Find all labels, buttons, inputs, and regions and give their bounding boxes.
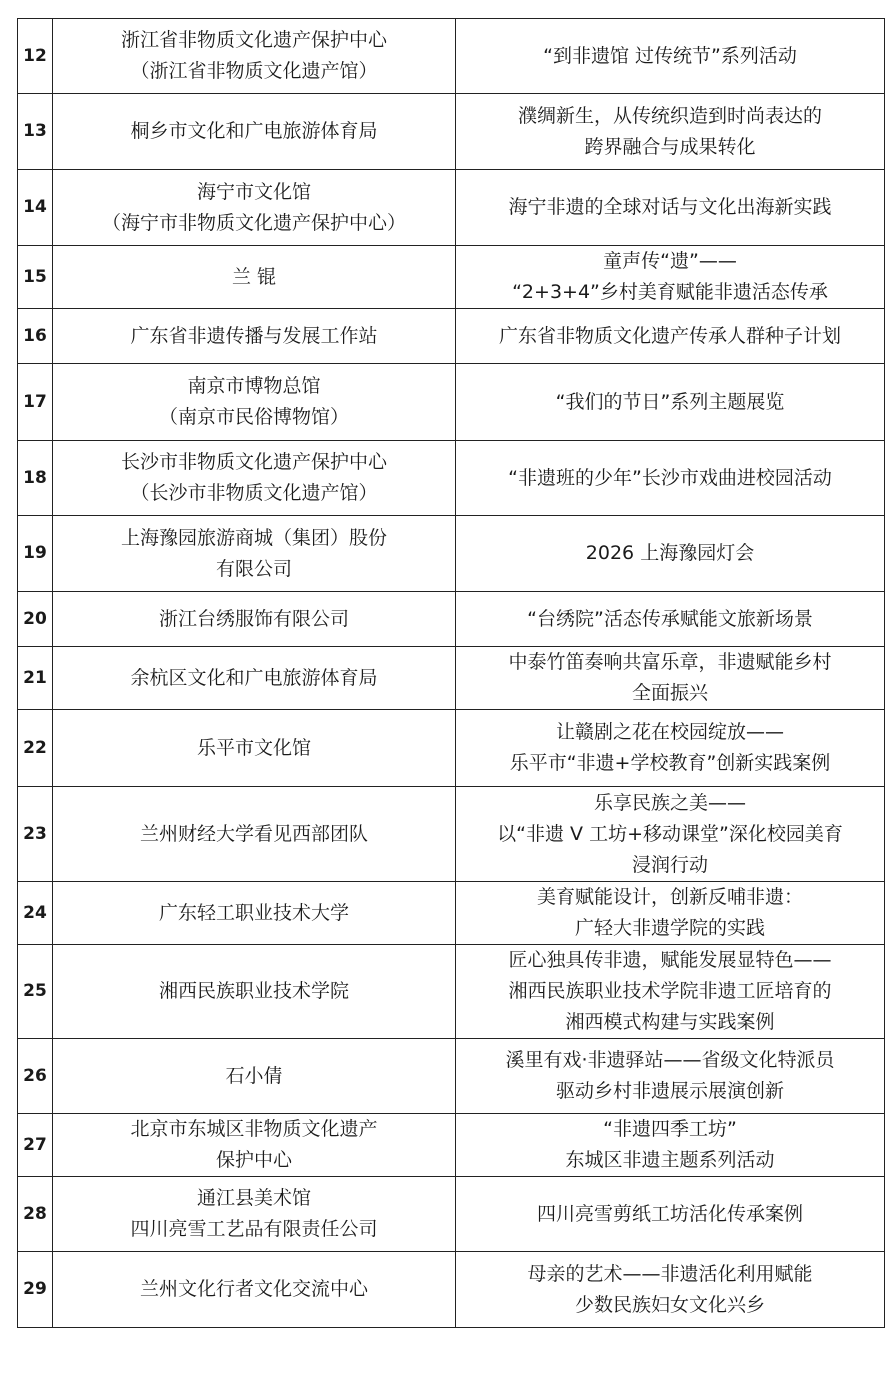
- project-line: 乐平市“非遗+学校教育”创新实践案例: [509, 752, 831, 774]
- table-row: [18, 19, 885, 94]
- table-row: [18, 945, 885, 1039]
- project-cell: [456, 19, 885, 94]
- project-line: 广轻大非遗学院的实践: [574, 917, 765, 939]
- table-row: [18, 170, 885, 246]
- project-line: 湘西民族职业技术学院非遗工匠培育的: [508, 980, 832, 1002]
- row-number: 12: [18, 19, 53, 94]
- project-line: 全面振兴: [631, 682, 708, 704]
- project-line: 童声传“遗”——: [603, 250, 737, 272]
- organization-line: 湘西民族职业技术学院: [158, 980, 349, 1002]
- row-number: 24: [18, 882, 53, 945]
- organization-line: 四川亮雪工艺品有限责任公司: [130, 1218, 378, 1240]
- organization-cell: [53, 710, 456, 787]
- project-line: “非遗四季工坊”: [603, 1118, 737, 1140]
- table-row: [18, 246, 885, 309]
- project-cell: [456, 1114, 885, 1177]
- project-cell: [456, 787, 885, 882]
- project-line: 浸润行动: [631, 853, 708, 876]
- project-cell: [456, 1039, 885, 1114]
- organization-line: 兰州财经大学看见西部团队: [139, 822, 368, 845]
- row-number: 28: [18, 1177, 53, 1252]
- organization-line: 广东省非遗传播与发展工作站: [130, 324, 378, 347]
- organization-line: 海宁市文化馆: [196, 180, 311, 203]
- project-line: 少数民族妇女文化兴乡: [574, 1293, 765, 1316]
- organization-cell: [53, 246, 456, 309]
- organization-cell: [53, 882, 456, 945]
- organization-cell: [53, 19, 456, 94]
- organization-cell: [53, 1177, 456, 1252]
- organization-cell: [53, 787, 456, 882]
- row-number: 29: [18, 1252, 53, 1328]
- project-cell: [456, 882, 885, 945]
- project-line: 乐享民族之美——: [593, 791, 746, 814]
- table-row: [18, 516, 885, 592]
- table-row: [18, 592, 885, 647]
- table-row: [18, 309, 885, 364]
- project-line: 匠心独具传非遗，赋能发展显特色——: [508, 949, 832, 971]
- organization-line: 桐乡市文化和广电旅游体育局: [130, 120, 378, 142]
- table-row: [18, 1177, 885, 1252]
- row-number: 21: [18, 647, 53, 710]
- organization-cell: [53, 1114, 456, 1177]
- organization-cell: [53, 516, 456, 592]
- project-cell: [456, 710, 885, 787]
- organization-line: 广东轻工职业技术大学: [158, 901, 349, 924]
- organization-cell: [53, 1252, 456, 1328]
- project-line: 中泰竹笛奏响共富乐章，非遗赋能乡村: [508, 651, 832, 673]
- row-number: 14: [18, 170, 53, 246]
- organization-line: 长沙市非物质文化遗产保护中心: [120, 451, 387, 473]
- project-line: 母亲的艺术——非遗活化利用赋能: [527, 1262, 813, 1285]
- organization-cell: [53, 945, 456, 1039]
- project-cell: [456, 246, 885, 309]
- organization-line: 北京市东城区非物质文化遗产: [130, 1118, 378, 1140]
- organization-line: （浙江省非物质文化遗产馆）: [130, 60, 378, 82]
- organization-line: 石小倩: [225, 1064, 283, 1087]
- organization-line: 浙江省非物质文化遗产保护中心: [120, 29, 387, 51]
- table-row: [18, 94, 885, 170]
- project-cell: [456, 170, 885, 246]
- project-cell: [456, 309, 885, 364]
- row-number: 22: [18, 710, 53, 787]
- organization-cell: [53, 309, 456, 364]
- project-cell: [456, 647, 885, 710]
- project-line: 驱动乡村非遗展示展演创新: [555, 1080, 784, 1102]
- organization-cell: [53, 592, 456, 647]
- project-line: 广东省非物质文化遗产传承人群种子计划: [498, 324, 841, 347]
- organization-line: 兰 锟: [231, 265, 277, 288]
- project-cell: [456, 592, 885, 647]
- organization-cell: [53, 441, 456, 516]
- organization-line: 浙江台绣服饰有限公司: [158, 607, 349, 630]
- project-line: 让赣剧之花在校园绽放——: [555, 721, 784, 743]
- row-number: 13: [18, 94, 53, 170]
- row-number: 26: [18, 1039, 53, 1114]
- project-line: “到非遗馆 过传统节”系列活动: [543, 44, 797, 67]
- table-row: [18, 441, 885, 516]
- project-line: “2+3+4”乡村美育赋能非遗活态传承: [512, 281, 828, 303]
- row-number: 19: [18, 516, 53, 592]
- project-line: 湘西模式构建与实践案例: [565, 1011, 775, 1033]
- project-line: “我们的节日”系列主题展览: [555, 390, 785, 413]
- project-cell: [456, 1252, 885, 1328]
- project-cell: [456, 945, 885, 1039]
- project-line: “非遗班的少年”长沙市戏曲进校园活动: [508, 466, 832, 489]
- organization-line: （长沙市非物质文化遗产馆）: [130, 482, 378, 504]
- organization-cell: [53, 1039, 456, 1114]
- row-number: 27: [18, 1114, 53, 1177]
- row-number: 17: [18, 364, 53, 441]
- organization-line: 南京市博物总馆: [187, 375, 321, 397]
- project-cell: [456, 364, 885, 441]
- row-number: 20: [18, 592, 53, 647]
- row-number: 18: [18, 441, 53, 516]
- organization-line: 余杭区文化和广电旅游体育局: [130, 666, 378, 689]
- project-cell: [456, 1177, 885, 1252]
- project-line: 美育赋能设计，创新反哺非遗：: [536, 886, 803, 908]
- row-number: 16: [18, 309, 53, 364]
- organization-line: 保护中心: [215, 1149, 292, 1171]
- project-cell: [456, 441, 885, 516]
- organization-line: 上海豫园旅游商城（集团）股份: [120, 526, 387, 549]
- project-line: 2026 上海豫园灯会: [585, 542, 755, 564]
- organization-cell: [53, 364, 456, 441]
- organization-line: 乐平市文化馆: [196, 736, 311, 759]
- project-line: 四川亮雪剪纸工坊活化传承案例: [536, 1202, 803, 1225]
- table-row: [18, 787, 885, 882]
- table-row: [18, 647, 885, 710]
- organization-cell: [53, 94, 456, 170]
- row-number: 23: [18, 787, 53, 882]
- project-cell: [456, 94, 885, 170]
- table-row: [18, 710, 885, 787]
- table-row: [18, 1114, 885, 1177]
- organization-line: 兰州文化行者文化交流中心: [139, 1278, 368, 1300]
- organization-cell: [53, 647, 456, 710]
- table-row: [18, 882, 885, 945]
- project-line: “台绣院”活态传承赋能文旅新场景: [527, 607, 813, 630]
- project-cell: [456, 516, 885, 592]
- project-line: 溪里有戏·非遗驿站——省级文化特派员: [505, 1049, 835, 1071]
- awards-table: [17, 18, 885, 1328]
- project-line: 跨界融合与成果转化: [584, 135, 756, 158]
- table-row: [18, 364, 885, 441]
- organization-line: 通江县美术馆: [196, 1187, 311, 1209]
- project-line: 海宁非遗的全球对话与文化出海新实践: [508, 196, 832, 218]
- project-line: 东城区非遗主题系列活动: [565, 1149, 775, 1171]
- organization-line: 有限公司: [215, 557, 292, 580]
- project-line: 以“非遗 V 工坊+移动课堂”深化校园美育: [497, 822, 843, 845]
- row-number: 15: [18, 246, 53, 309]
- organization-line: （海宁市非物质文化遗产保护中心）: [101, 211, 406, 234]
- table-body: [18, 19, 885, 1328]
- project-line: 濮绸新生，从传统织造到时尚表达的: [517, 104, 822, 127]
- organization-cell: [53, 170, 456, 246]
- table-row: [18, 1039, 885, 1114]
- row-number: 25: [18, 945, 53, 1039]
- organization-line: （南京市民俗博物馆）: [158, 406, 349, 428]
- table-row: [18, 1252, 885, 1328]
